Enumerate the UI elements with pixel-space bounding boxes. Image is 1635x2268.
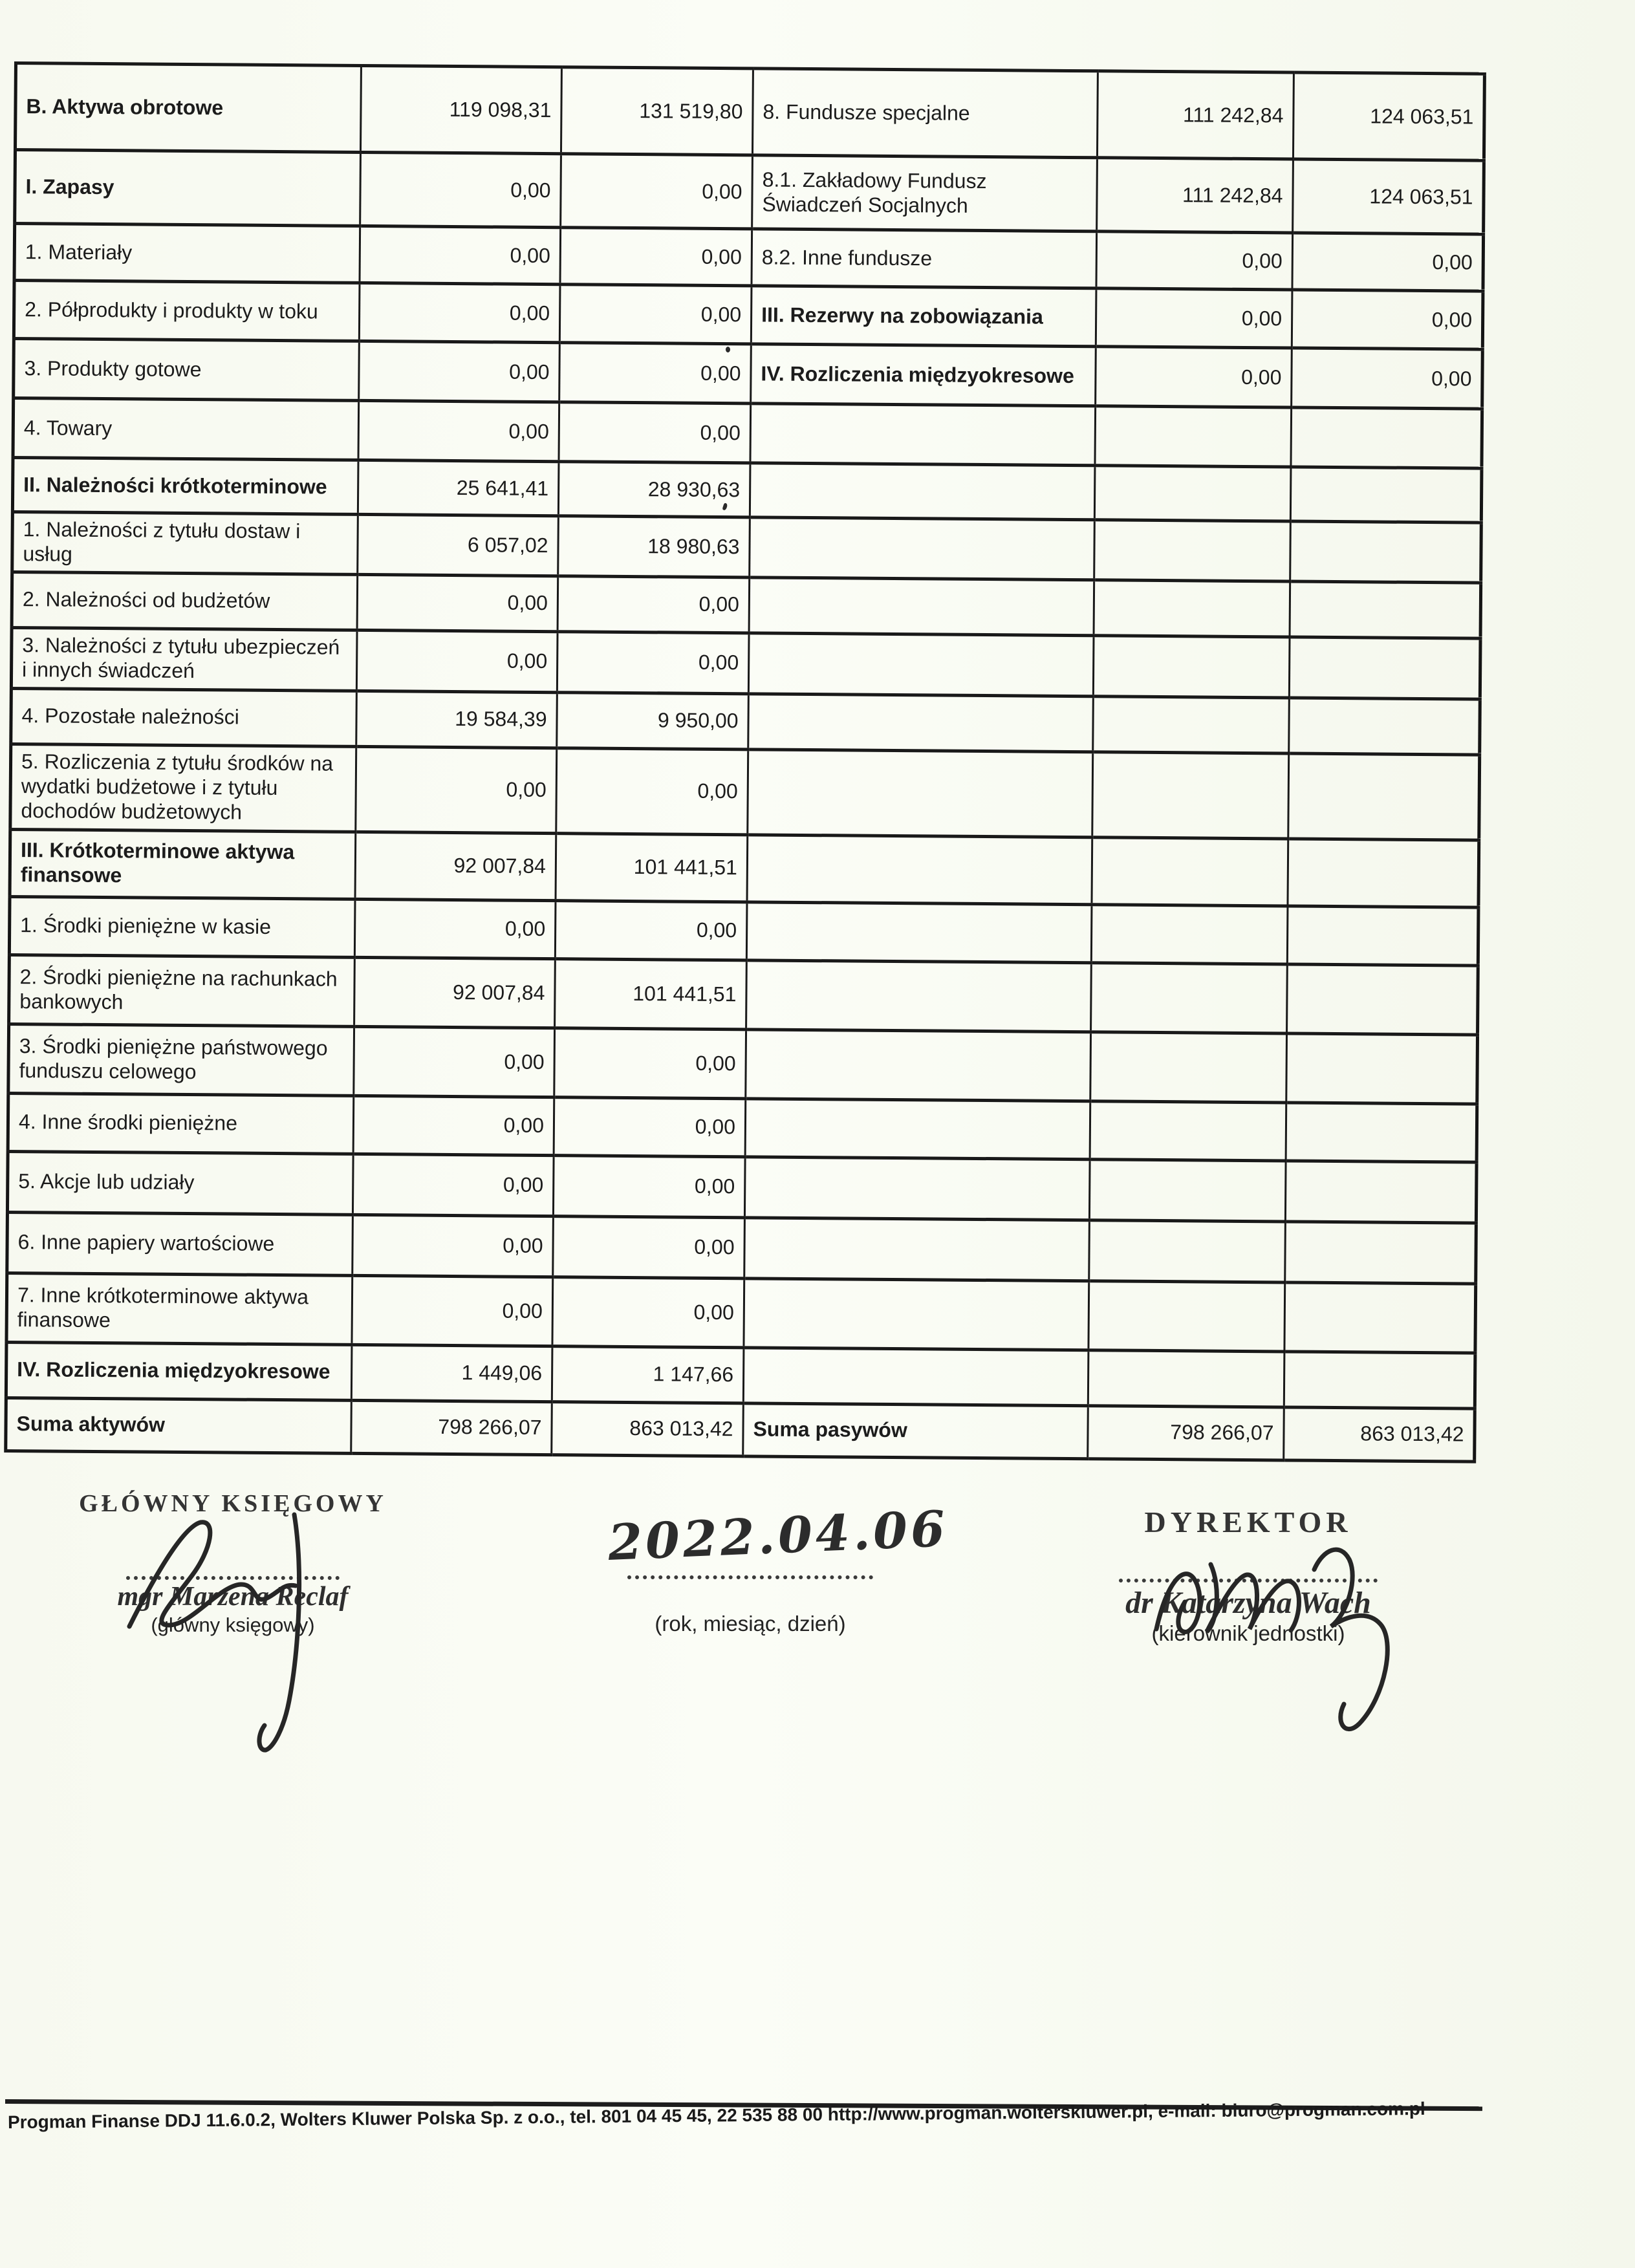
table-row: [6, 1342, 1475, 1409]
aktywa-value-cell: 0,00: [559, 285, 752, 344]
aktywa-value-cell: 101 441,51: [556, 833, 748, 902]
pasywa-value-cell: 0,00: [1096, 232, 1293, 290]
table-row: [11, 688, 1480, 755]
pasywa-label-cell: [744, 1217, 1090, 1280]
aktywa-value-cell: 0,00: [359, 341, 560, 402]
aktywa-value-cell: 0,00: [553, 1216, 745, 1278]
pasywa-label-cell: 8.1. Zakładowy Fundusz Świadczeń Socjalnych: [752, 155, 1098, 232]
pasywa-value-cell: [1286, 1102, 1477, 1161]
aktywa-value-cell: 0,00: [560, 228, 752, 286]
pasywa-value-cell: [1094, 579, 1290, 636]
accountant-stamp-title: GŁÓWNY KSIĘGOWY: [79, 1490, 387, 1517]
aktywa-label-cell: 4. Pozostałe należności: [11, 688, 357, 746]
director-stamp-name: dr Katarzyna Wach: [1125, 1586, 1371, 1620]
table-row: [11, 627, 1480, 699]
pasywa-value-cell: 863 013,42: [1284, 1407, 1475, 1461]
pasywa-label-cell: Suma pasywów: [743, 1403, 1088, 1458]
pasywa-value-cell: 111 242,84: [1097, 158, 1294, 233]
pasywa-value-cell: [1095, 406, 1292, 467]
aktywa-value-cell: 0,00: [552, 1277, 744, 1347]
aktywa-value-cell: 0,00: [356, 746, 557, 833]
aktywa-value-cell: 119 098,31: [360, 65, 561, 153]
aktywa-value-cell: 863 013,42: [552, 1401, 744, 1456]
aktywa-label-cell: IV. Rozliczenia międzyokresowe: [6, 1342, 352, 1400]
aktywa-value-cell: 0,00: [360, 226, 561, 284]
pasywa-value-cell: [1289, 636, 1480, 698]
pasywa-value-cell: [1090, 1031, 1287, 1102]
aktywa-value-cell: 19 584,39: [356, 691, 558, 748]
aktywa-value-cell: 0,00: [554, 1097, 746, 1156]
pasywa-value-cell: 0,00: [1292, 290, 1483, 349]
pasywa-value-cell: [1286, 1033, 1478, 1103]
aktywa-value-cell: 25 641,41: [358, 460, 559, 515]
aktywa-value-cell: 0,00: [354, 899, 556, 958]
pasywa-value-cell: [1088, 1280, 1285, 1351]
aktywa-label-cell: B. Aktywa obrotowe: [15, 63, 361, 153]
aktywa-label-cell: 4. Towary: [13, 398, 359, 460]
pasywa-value-cell: 124 063,51: [1293, 159, 1484, 234]
table-row: [7, 1212, 1477, 1284]
aktywa-value-cell: 0,00: [352, 1275, 553, 1346]
table-row: [8, 1024, 1478, 1104]
aktywa-label-cell: 1. Materiały: [14, 224, 360, 283]
aktywa-value-cell: 0,00: [353, 1096, 554, 1155]
aktywa-label-cell: 1. Należności z tytułu dostaw i usług: [12, 512, 358, 574]
aktywa-value-cell: 0,00: [559, 402, 751, 463]
aktywa-value-cell: 0,00: [359, 283, 560, 342]
handwritten-date: 2022.04.06: [607, 1500, 949, 1571]
pasywa-value-cell: [1093, 635, 1290, 697]
aktywa-label-cell: 2. Należności od budżetów: [12, 572, 358, 630]
aktywa-value-cell: 0,00: [556, 748, 748, 834]
aktywa-value-cell: 798 266,07: [351, 1400, 552, 1454]
aktywa-label-cell: 2. Środki pieniężne na rachunkach bankowych: [9, 955, 355, 1026]
pasywa-value-cell: [1091, 962, 1288, 1033]
aktywa-value-cell: 1 147,66: [552, 1346, 744, 1403]
pasywa-value-cell: [1289, 697, 1480, 754]
aktywa-value-cell: 92 007,84: [354, 957, 556, 1028]
aktywa-value-cell: 0,00: [356, 630, 558, 692]
pasywa-value-cell: [1285, 1160, 1477, 1222]
signature-dotted-line: [126, 1576, 340, 1580]
pasywa-value-cell: [1090, 1101, 1286, 1160]
balance-sheet-rows: [6, 63, 1485, 1462]
pasywa-value-cell: [1290, 581, 1481, 638]
table-row: [9, 896, 1478, 966]
pasywa-label-cell: IV. Rozliczenia międzyokresowe: [751, 344, 1096, 406]
pasywa-label-cell: [750, 517, 1095, 579]
pasywa-value-cell: 0,00: [1292, 348, 1483, 409]
pasywa-value-cell: [1290, 521, 1482, 583]
pasywa-value-cell: [1287, 964, 1478, 1034]
aktywa-label-cell: 2. Półprodukty i produkty w toku: [14, 281, 360, 341]
pasywa-value-cell: [1088, 1350, 1284, 1407]
accountant-role-caption: (główny księgowy): [151, 1614, 315, 1636]
aktywa-value-cell: 28 930,63: [558, 462, 750, 517]
table-row: [10, 744, 1480, 840]
pasywa-value-cell: [1094, 520, 1291, 581]
aktywa-value-cell: 0,00: [354, 1026, 555, 1097]
aktywa-label-cell: 3. Produkty gotowe: [14, 339, 360, 401]
aktywa-value-cell: 9 950,00: [557, 692, 749, 749]
pasywa-label-cell: [744, 1278, 1089, 1350]
aktywa-value-cell: 0,00: [553, 1155, 745, 1217]
pasywa-label-cell: [746, 902, 1092, 962]
pasywa-value-cell: [1093, 696, 1290, 753]
table-row: [15, 150, 1484, 235]
aktywa-label-cell: 3. Środki pieniężne państwowego funduszu celowego: [8, 1024, 354, 1096]
aktywa-value-cell: 0,00: [352, 1154, 554, 1216]
table-row: [13, 398, 1482, 469]
signature-dotted-line: [1119, 1579, 1378, 1582]
pasywa-label-cell: 8. Fundusze specjalne: [752, 69, 1098, 158]
aktywa-value-cell: 0,00: [559, 343, 752, 404]
pasywa-value-cell: [1290, 467, 1482, 523]
accountant-signature-block: [65, 1484, 401, 1762]
aktywa-value-cell: 18 980,63: [558, 516, 750, 578]
pasywa-label-cell: [750, 463, 1095, 520]
table-row: [10, 829, 1479, 907]
aktywa-value-cell: 0,00: [358, 400, 559, 461]
pasywa-value-cell: [1288, 838, 1479, 907]
pasywa-value-cell: 0,00: [1096, 288, 1292, 348]
pasywa-value-cell: [1284, 1351, 1475, 1408]
pasywa-label-cell: [748, 749, 1093, 837]
pasywa-label-cell: [750, 404, 1096, 466]
table-row: [7, 1151, 1477, 1223]
aktywa-value-cell: 0,00: [558, 576, 750, 632]
aktywa-value-cell: 101 441,51: [555, 958, 747, 1029]
pasywa-value-cell: [1288, 753, 1480, 839]
aktywa-value-cell: 0,00: [554, 1028, 746, 1098]
pasywa-value-cell: [1287, 905, 1478, 965]
table-row: [15, 63, 1484, 161]
accountant-stamp-name: mgr Marzena Reclaf: [117, 1582, 349, 1612]
pasywa-value-cell: [1285, 1221, 1477, 1283]
aktywa-label-cell: 5. Rozliczenia z tytułu środków na wydatki budżetowe i z tytułu dochodów budżetowych: [10, 744, 356, 832]
table-row: [14, 281, 1483, 350]
pasywa-label-cell: III. Rezerwy na zobowiązania: [751, 286, 1096, 347]
pasywa-label-cell: [743, 1347, 1088, 1405]
pasywa-value-cell: 124 063,51: [1293, 72, 1484, 160]
table-row: [14, 339, 1483, 409]
pasywa-label-cell: [748, 632, 1094, 696]
aktywa-value-cell: 0,00: [557, 631, 749, 693]
aktywa-value-cell: 92 007,84: [355, 832, 556, 900]
pasywa-label-cell: [746, 960, 1092, 1031]
pasywa-value-cell: [1094, 466, 1291, 521]
pasywa-label-cell: [749, 577, 1094, 635]
pasywa-value-cell: [1089, 1220, 1286, 1282]
table-row: [8, 1093, 1477, 1162]
aktywa-value-cell: 0,00: [357, 574, 558, 631]
balance-sheet-table-wrap: [4, 61, 1485, 1463]
aktywa-value-cell: 0,00: [360, 152, 561, 227]
table-row: [6, 1398, 1475, 1462]
aktywa-label-cell: III. Krótkoterminowe aktywa finansowe: [10, 829, 356, 899]
aktywa-value-cell: 0,00: [561, 154, 753, 229]
pasywa-value-cell: 0,00: [1292, 233, 1484, 291]
pasywa-label-cell: 8.2. Inne fundusze: [752, 229, 1097, 288]
aktywa-label-cell: 1. Środki pieniężne w kasie: [9, 896, 355, 957]
date-dotted-line: [627, 1575, 873, 1579]
pasywa-value-cell: [1091, 904, 1288, 964]
pasywa-value-cell: 0,00: [1096, 347, 1292, 407]
pasywa-value-cell: [1089, 1159, 1286, 1221]
table-row: [12, 572, 1481, 638]
pasywa-label-cell: [746, 1029, 1091, 1101]
aktywa-value-cell: 0,00: [352, 1215, 554, 1277]
table-row: [6, 1273, 1476, 1353]
table-row: [9, 955, 1478, 1035]
aktywa-label-cell: 7. Inne krótkoterminowe aktywa finansowe: [6, 1273, 352, 1345]
aktywa-label-cell: 5. Akcje lub udziały: [7, 1151, 353, 1215]
aktywa-label-cell: 6. Inne papiery wartościowe: [7, 1212, 353, 1275]
aktywa-value-cell: 6 057,02: [358, 514, 559, 576]
pasywa-value-cell: 111 242,84: [1097, 71, 1294, 159]
aktywa-label-cell: II. Należności krótkoterminowe: [12, 458, 358, 515]
pasywa-value-cell: [1291, 407, 1482, 468]
pasywa-label-cell: [747, 834, 1092, 904]
aktywa-label-cell: I. Zapasy: [15, 150, 361, 226]
aktywa-value-cell: 1 449,06: [351, 1345, 552, 1401]
aktywa-label-cell: 3. Należności z tytułu ubezpieczeń i innych świadczeń: [11, 627, 357, 691]
aktywa-label-cell: Suma aktywów: [6, 1398, 352, 1453]
pasywa-value-cell: [1092, 837, 1288, 905]
director-signature-block: [1067, 1497, 1429, 1775]
date-caption: (rok, miesiąc, dzień): [655, 1612, 846, 1636]
aktywa-label-cell: 4. Inne środki pieniężne: [8, 1093, 354, 1154]
pasywa-label-cell: [745, 1098, 1090, 1159]
pasywa-value-cell: [1284, 1282, 1476, 1352]
pasywa-value-cell: 798 266,07: [1088, 1405, 1284, 1460]
aktywa-value-cell: 0,00: [555, 900, 747, 960]
table-row: [12, 512, 1482, 582]
aktywa-value-cell: 131 519,80: [561, 67, 753, 155]
director-role-caption: (kierownik jednostki): [1151, 1621, 1345, 1645]
table-row: [14, 224, 1484, 292]
balance-sheet-table: [4, 61, 1486, 1463]
footer-text: Progman Finanse DDJ 11.6.0.2, Wolters Kluwer Polska Sp. z o.o., tel. 801 04 45 45, 22 535 88 00 http://www.progman.wolterskluwer.pl, e-mail: biuro@progman.com.pl: [7, 2098, 1425, 2132]
scan-speck: [726, 347, 730, 352]
director-stamp-title: DYREKTOR: [1144, 1506, 1352, 1539]
date-block: [582, 1500, 949, 1649]
pasywa-label-cell: [748, 693, 1094, 751]
pasywa-label-cell: [744, 1156, 1090, 1220]
pasywa-value-cell: [1092, 751, 1289, 838]
